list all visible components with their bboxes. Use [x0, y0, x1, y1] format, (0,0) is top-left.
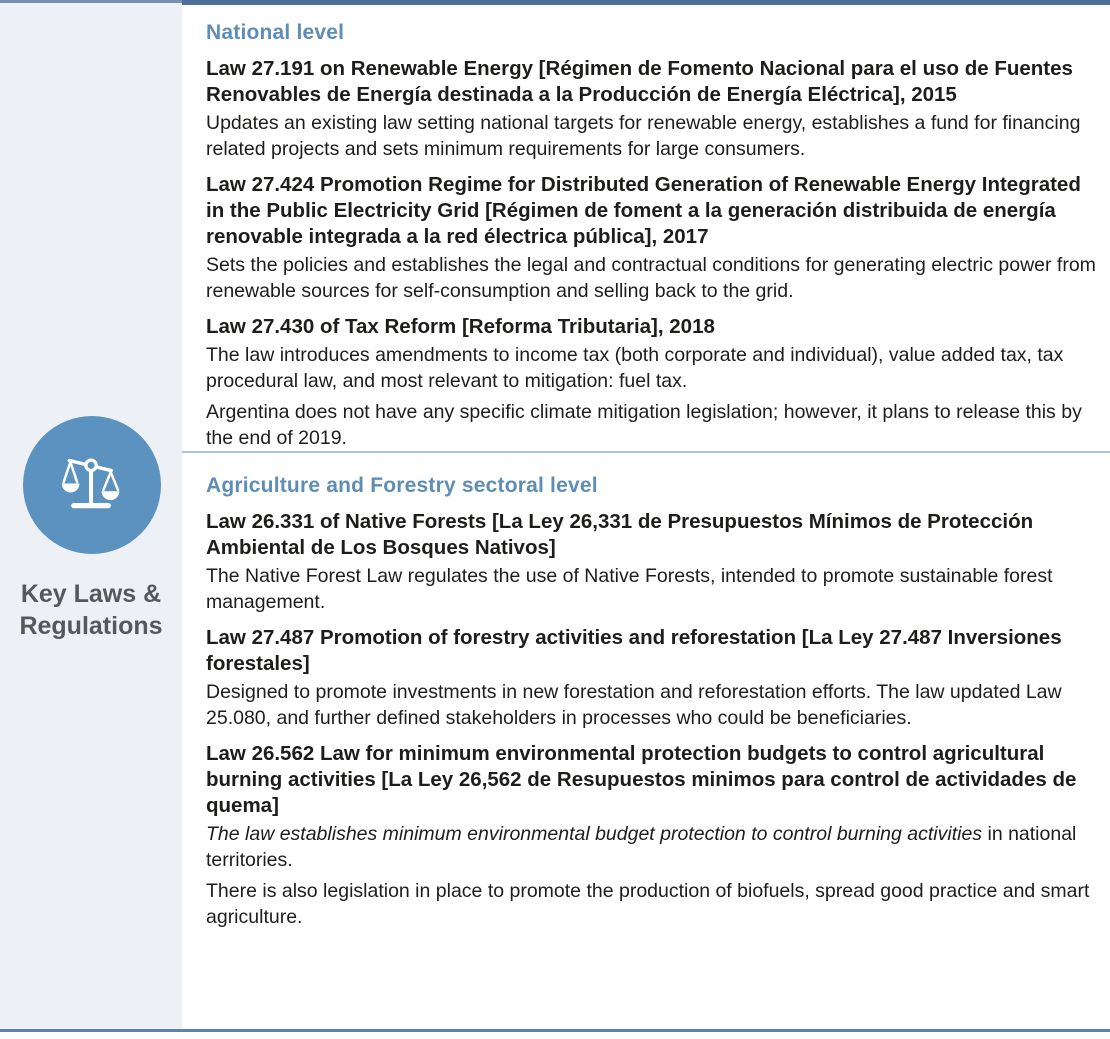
law-title: Law 27.424 Promotion Regime for Distributed Generation of Renewable Energy Integrated in the Public Electricity Grid [Régimen de foment a la generación distribuida de energía renovable integrada a la red électrica pública], 2017	[206, 173, 1081, 248]
law-title: Law 27.191 on Renewable Energy [Régimen de Fomento Nacional para el uso de Fuentes Renovables de Energía destinada a la Producción de Energía Eléctrica], 2015	[206, 57, 1073, 106]
section-agriculture-forestry	[182, 453, 1110, 930]
section-national-level	[182, 0, 1110, 451]
sidebar	[0, 0, 182, 1030]
sidebar-title	[0, 578, 182, 642]
law-description: Updates an existing law setting national targets for renewable energy, establishes a fund for financing related projects and sets minimum requirements for large consumers.	[206, 112, 1081, 160]
sidebar-top-accent-line	[0, 0, 182, 3]
law-title: Law 26.331 of Native Forests [La Ley 26,331 de Presupuestos Mínimos de Protección Ambiental de Los Bosques Nativos]	[206, 510, 1034, 559]
law-description: Sets the policies and establishes the legal and contractual conditions for generating electric power from renewable sources for self-consumption and selling back to the grid.	[206, 254, 1096, 302]
section-header-agriculture-forestry: Agriculture and Forestry sectoral level	[206, 474, 598, 497]
law-entry	[206, 625, 1096, 731]
law-description-italic-part: The law establishes minimum environmental budget protection to control burning activities	[206, 823, 983, 845]
content-top-accent-bar	[182, 0, 1110, 5]
law-title: Law 27.430 of Tax Reform [Reforma Tributaria], 2018	[206, 315, 715, 338]
law-entry	[206, 172, 1096, 304]
section-note: Argentina does not have any specific climate mitigation legislation; however, it plans to release this by the end of 2019.	[206, 401, 1082, 449]
law-description: The law introduces amendments to income tax (both corporate and individual), value added tax, tax procedural law, and most relevant to mitigation: fuel tax.	[206, 344, 1064, 392]
law-title: Law 27.487 Promotion of forestry activities and reforestation [La Ley 27.487 Inversiones forestales]	[206, 626, 1062, 675]
law-entry	[206, 56, 1096, 162]
bottom-accent-line	[0, 1029, 1110, 1032]
sidebar-title-line1: Key Laws &	[20, 580, 162, 608]
section-header-national-level: National level	[206, 21, 345, 44]
law-entry	[206, 509, 1096, 615]
content-area	[182, 0, 1110, 1030]
law-description-regular-part: in national territories.	[206, 823, 1077, 871]
law-description: The Native Forest Law regulates the use of Native Forests, intended to promote sustainable forest management.	[206, 565, 1053, 613]
scales-icon-graphic	[44, 437, 140, 533]
section-note: There is also legislation in place to promote the production of biofuels, spread good practice and smart agriculture.	[206, 880, 1090, 928]
scales-of-justice-icon	[23, 416, 161, 554]
law-entry	[206, 741, 1096, 873]
law-description: Designed to promote investments in new forestation and reforestation efforts. The law updated Law 25.080, and further defined stakeholders in processes who could be beneficiaries.	[206, 681, 1062, 729]
sidebar-title-line2: Regulations	[19, 612, 163, 640]
law-entry	[206, 314, 1096, 394]
law-title: Law 26.562 Law for minimum environmental protection budgets to control agricultural burning activities [La Ley 26,562 de Resupuestos minimos para control de actividades de quema]	[206, 742, 1077, 817]
law-description	[206, 822, 1096, 873]
